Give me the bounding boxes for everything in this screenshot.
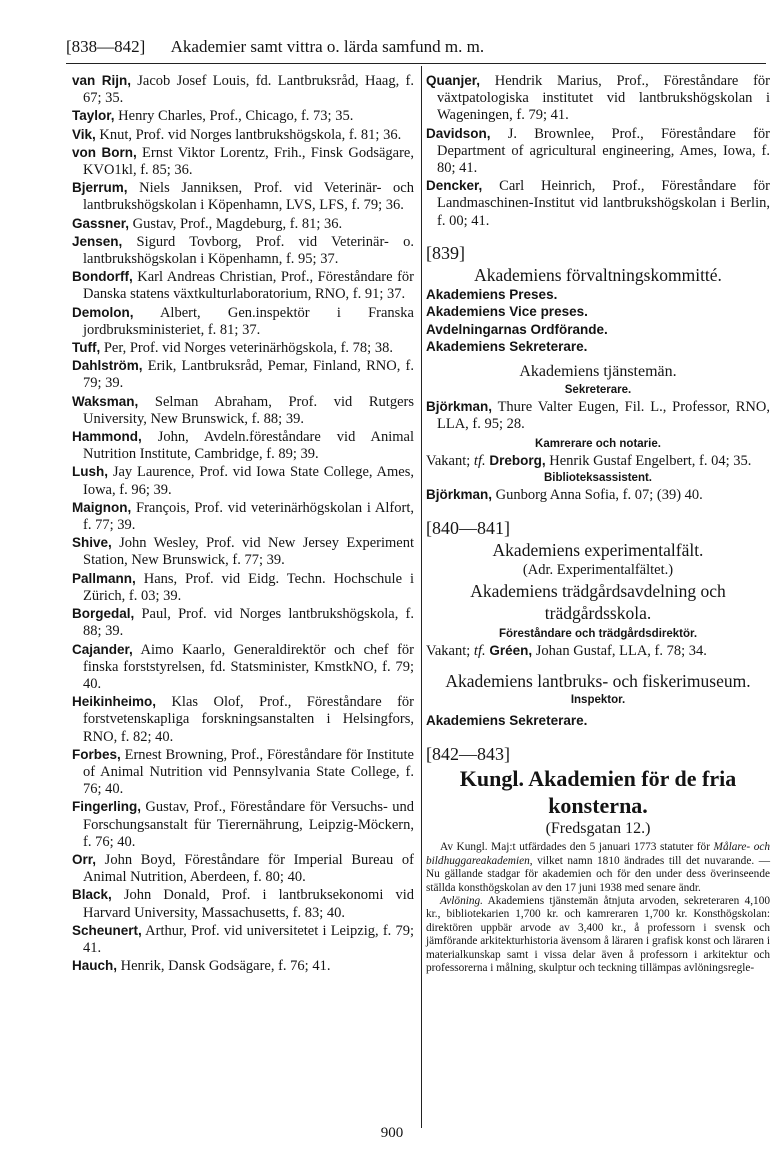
member-name: Björkman,	[426, 487, 493, 503]
member-name: Maignon,	[72, 499, 132, 515]
member-entry: Vik, Knut, Prof. vid Norges lantbrukshögskola, f. 81; 36.	[72, 126, 402, 143]
member-entry: Dahlström, Erik, Lantbruksråd, Pemar, Finland, RNO, f. 79; 39.	[72, 358, 414, 392]
member-entry: Orr, John Boyd, Föreståndare för Imperial Bureau of Animal Nutrition, Aberdeen, f. 80; 40.	[72, 851, 414, 886]
member-entry: Vakant; tf. Gréen, Johan Gustaf, LLA, f. 78; 34.	[426, 642, 707, 659]
member-name: Vik,	[72, 126, 96, 142]
member-entry: Pallmann, Hans, Prof. vid Eidg. Techn. Hochschule i Zürich, f. 03; 39.	[72, 570, 414, 604]
member-entry: Gassner, Gustav, Prof., Magdeburg, f. 81; 36.	[72, 215, 343, 232]
section-number: [842—843]	[426, 744, 510, 765]
section-subtitle: Akademiens trädgårdsavdelning och trädgårdsskola.	[470, 580, 726, 623]
member-entry: Hauch, Henrik, Dansk Godsägare, f. 76; 41.	[72, 958, 331, 975]
member-entry: Scheunert, Arthur, Prof. vid universitetet i Leipzig, f. 79; 41.	[72, 922, 414, 956]
member-name: Borgedal,	[72, 606, 135, 622]
member-name: Demolon,	[72, 304, 134, 320]
member-entry: Forbes, Ernest Browning, Prof., Föreståndare för Institute of Animal Nutrition vid Pennsylvania State College, f. 76; 40.	[72, 746, 414, 798]
member-name: Dreborg,	[485, 453, 546, 469]
staff-heading: Akademiens tjänstemän.	[519, 362, 677, 380]
member-name: Cajander,	[72, 641, 133, 657]
member-entry: Björkman, Thure Valter Eugen, Fil. L., Professor, RNO, LLA, f. 95; 28.	[426, 398, 770, 433]
member-name: Dencker,	[426, 178, 483, 194]
member-entry: Black, John Donald, Prof. i lantbruksekonomi vid Harvard University, Massachusetts, f. 83; 40.	[72, 887, 414, 921]
member-entry: Lush, Jay Laurence, Prof. vid Iowa State College, Ames, Iowa, f. 96; 39.	[72, 464, 414, 498]
member-name: Dahlström,	[72, 358, 143, 374]
academy-title: Kungl. Akademien för de fria konsterna.	[459, 766, 737, 819]
section-address: (Adr. Experimentalfältet.)	[522, 561, 674, 578]
member-name: Lush,	[72, 464, 108, 480]
member-entry: Cajander, Aimo Kaarlo, Generaldirektör och chef för finska forststyrelsen, fd. Statsminister, KmstkNO, f. 79; 40.	[72, 641, 414, 692]
member-entry: Tuff, Per, Prof. vid Norges veterinärhögskola, f. 78; 38.	[72, 340, 393, 357]
member-name: Tuff,	[72, 340, 101, 356]
member-entry: Shive, John Wesley, Prof. vid New Jersey Experiment Station, New Brunswick, f. 77; 39.	[72, 535, 414, 569]
member-name: Quanjer,	[426, 73, 481, 88]
member-entry: Davidson, J. Brownlee, Prof., Föreståndare för Department of agricultural engineering, Ames, Iowa, f. 80; 41.	[426, 125, 770, 177]
section-address: (Fredsgatan 12.)	[545, 820, 651, 838]
page-number: 900	[380, 1125, 404, 1141]
member-entry: van Rijn, Jacob Josef Louis, fd. Lantbruksråd, Haag, f. 67; 35.	[72, 73, 415, 107]
role-heading: Sekreterare.	[564, 383, 632, 396]
section-number: [839]	[426, 242, 465, 263]
member-entry: Hammond, John, Avdeln.föreståndare vid Animal Nutrition Institute, Cambridge, f. 89; 39.	[72, 429, 414, 463]
member-name: von Born,	[72, 144, 137, 160]
member-entry: Borgedal, Paul, Prof. vid Norges lantbrukshögskola, f. 88; 39.	[72, 606, 414, 640]
member-name: Fingerling,	[72, 799, 141, 815]
history-paragraph: Av Kungl. Maj:t utfärdades den 5 januari 1773 statuter för Målare- och bildhuggareakademien, vilket namn 1810 ändrades till det nuvarande. — Nu gällande stadgar för akademien och för den under dess överinseende ställda konsthögskolan av den 17 juni 1938 med senare ändr.	[426, 841, 771, 894]
left-column	[72, 72, 414, 975]
member-name: Bjerrum,	[72, 180, 128, 196]
member-name: Hauch,	[72, 958, 118, 974]
office-title: Akademiens Preses.	[426, 286, 558, 302]
role-heading: Inspektor.	[570, 693, 626, 706]
member-name: Jensen,	[72, 233, 123, 249]
member-entry: Quanjer, Hendrik Marius, Prof., Föreståndare för växtpatologiska institutet vid lantbrukshögskolan i Wageningen, f. 79; 41.	[426, 73, 770, 124]
member-entry: Björkman, Gunborg Anna Sofia, f. 07; (39) 40.	[426, 487, 703, 504]
member-entry: Bondorff, Karl Andreas Christian, Prof., Föreståndare för Danska statens växtkulturlaboratorium, RNO, f. 91; 37.	[72, 269, 414, 303]
member-name: Pallmann,	[72, 570, 136, 586]
role-heading: Kamrerare och notarie.	[535, 438, 661, 451]
section-title: Akademiens förvaltningskommitté.	[474, 264, 722, 285]
office-title: Akademiens Vice preses.	[426, 304, 588, 320]
member-name: Hammond,	[72, 429, 142, 445]
member-entry: Heikinheimo, Klas Olof, Prof., Föreståndare för forstvetenskapliga forskningsanstalten i Helsingfors, RNO, f. 82; 40.	[72, 694, 414, 745]
member-name: Heikinheimo,	[72, 694, 157, 710]
column-divider	[421, 66, 422, 1128]
right-column	[426, 72, 770, 975]
member-entry: Maignon, François, Prof. vid veterinärhögskolan i Alfort, f. 77; 39.	[72, 499, 414, 534]
office-title: Akademiens Sekreterare.	[426, 339, 588, 355]
role-heading: Biblioteksassistent.	[543, 472, 652, 485]
member-name: Davidson,	[426, 125, 491, 141]
member-entry: von Born, Ernst Viktor Lorentz, Frih., Finsk Godsägare, KVO1kl, f. 85; 36.	[72, 144, 414, 179]
running-header	[66, 36, 766, 58]
member-name: Björkman,	[426, 398, 493, 414]
header-section-range: [838—842]	[66, 37, 146, 56]
member-entry: Jensen, Sigurd Tovborg, Prof. vid Veterinär- o. lantbrukshögskolan i Köpenhamn, f. 95; 37.	[72, 233, 414, 268]
section-number: [840—841]	[426, 517, 510, 538]
header-rule	[66, 63, 766, 64]
salary-paragraph: Avlöning. Akademiens tjänstemän åtnjuta arvoden, sekreteraren 4,100 kr., bibliotekarien 1,700 kr. och kamreraren 1,700 kr. Konsthögskolan: direktören uppbär arvode av 3,400 kr., å professorn i svensk och jämförande arkitekturhistoria ävensom å läraren i grafisk konst och läraren i materialkunskap samt i vissa delar även å professorn i arkitektur och professorerna i målning, skulptur och teckning tillämpas avlöningsregle-	[426, 894, 770, 974]
member-name: Gréen,	[485, 642, 533, 658]
member-name: Taylor,	[72, 108, 115, 124]
member-name: van Rijn,	[72, 73, 131, 88]
member-name: Black,	[72, 887, 112, 903]
member-entry: Dencker, Carl Heinrich, Prof., Föreståndare för Landmaschinen-Institut vid lantbrukshögskolan i Berlin, f. 00; 41.	[426, 178, 770, 229]
section-subtitle: Akademiens lantbruks- och fiskerimuseum.	[445, 670, 751, 691]
member-name: Bondorff,	[72, 269, 133, 285]
office-title: Akademiens Sekreterare.	[426, 712, 588, 728]
member-name: Shive,	[72, 535, 112, 551]
member-entry: Fingerling, Gustav, Prof., Föreståndare för Versuchs- und Forschungsanstalt für Tierernährung, Leipzig-Möckern, f. 76; 40.	[72, 799, 414, 850]
member-name: Forbes,	[72, 746, 121, 762]
member-name: Gassner,	[72, 215, 130, 231]
member-entry: Vakant; tf. Dreborg, Henrik Gustaf Engelbert, f. 04; 35.	[426, 453, 752, 470]
section-title: Akademiens experimentalfält.	[492, 539, 704, 560]
role-heading: Föreståndare och trädgårdsdirektör.	[498, 627, 698, 640]
office-title: Avdelningarnas Ordförande.	[426, 321, 608, 337]
member-entry: Waksman, Selman Abraham, Prof. vid Rutgers University, New Brunswick, f. 88; 39.	[72, 393, 414, 427]
header-title: Akademier samt vittra o. lärda samfund m. m.	[170, 37, 485, 56]
member-name: Orr,	[72, 851, 97, 867]
member-entry: Taylor, Henry Charles, Prof., Chicago, f. 73; 35.	[72, 108, 354, 125]
member-name: Waksman,	[72, 393, 139, 409]
member-entry: Demolon, Albert, Gen.inspektör i Franska jordbruksministeriet, f. 81; 37.	[72, 304, 414, 338]
member-entry: Bjerrum, Niels Janniksen, Prof. vid Veterinär- och lantbrukshögskolan i Köpenhamn, LVS, LFS, f. 79; 36.	[72, 180, 414, 214]
member-name: Scheunert,	[72, 922, 142, 938]
